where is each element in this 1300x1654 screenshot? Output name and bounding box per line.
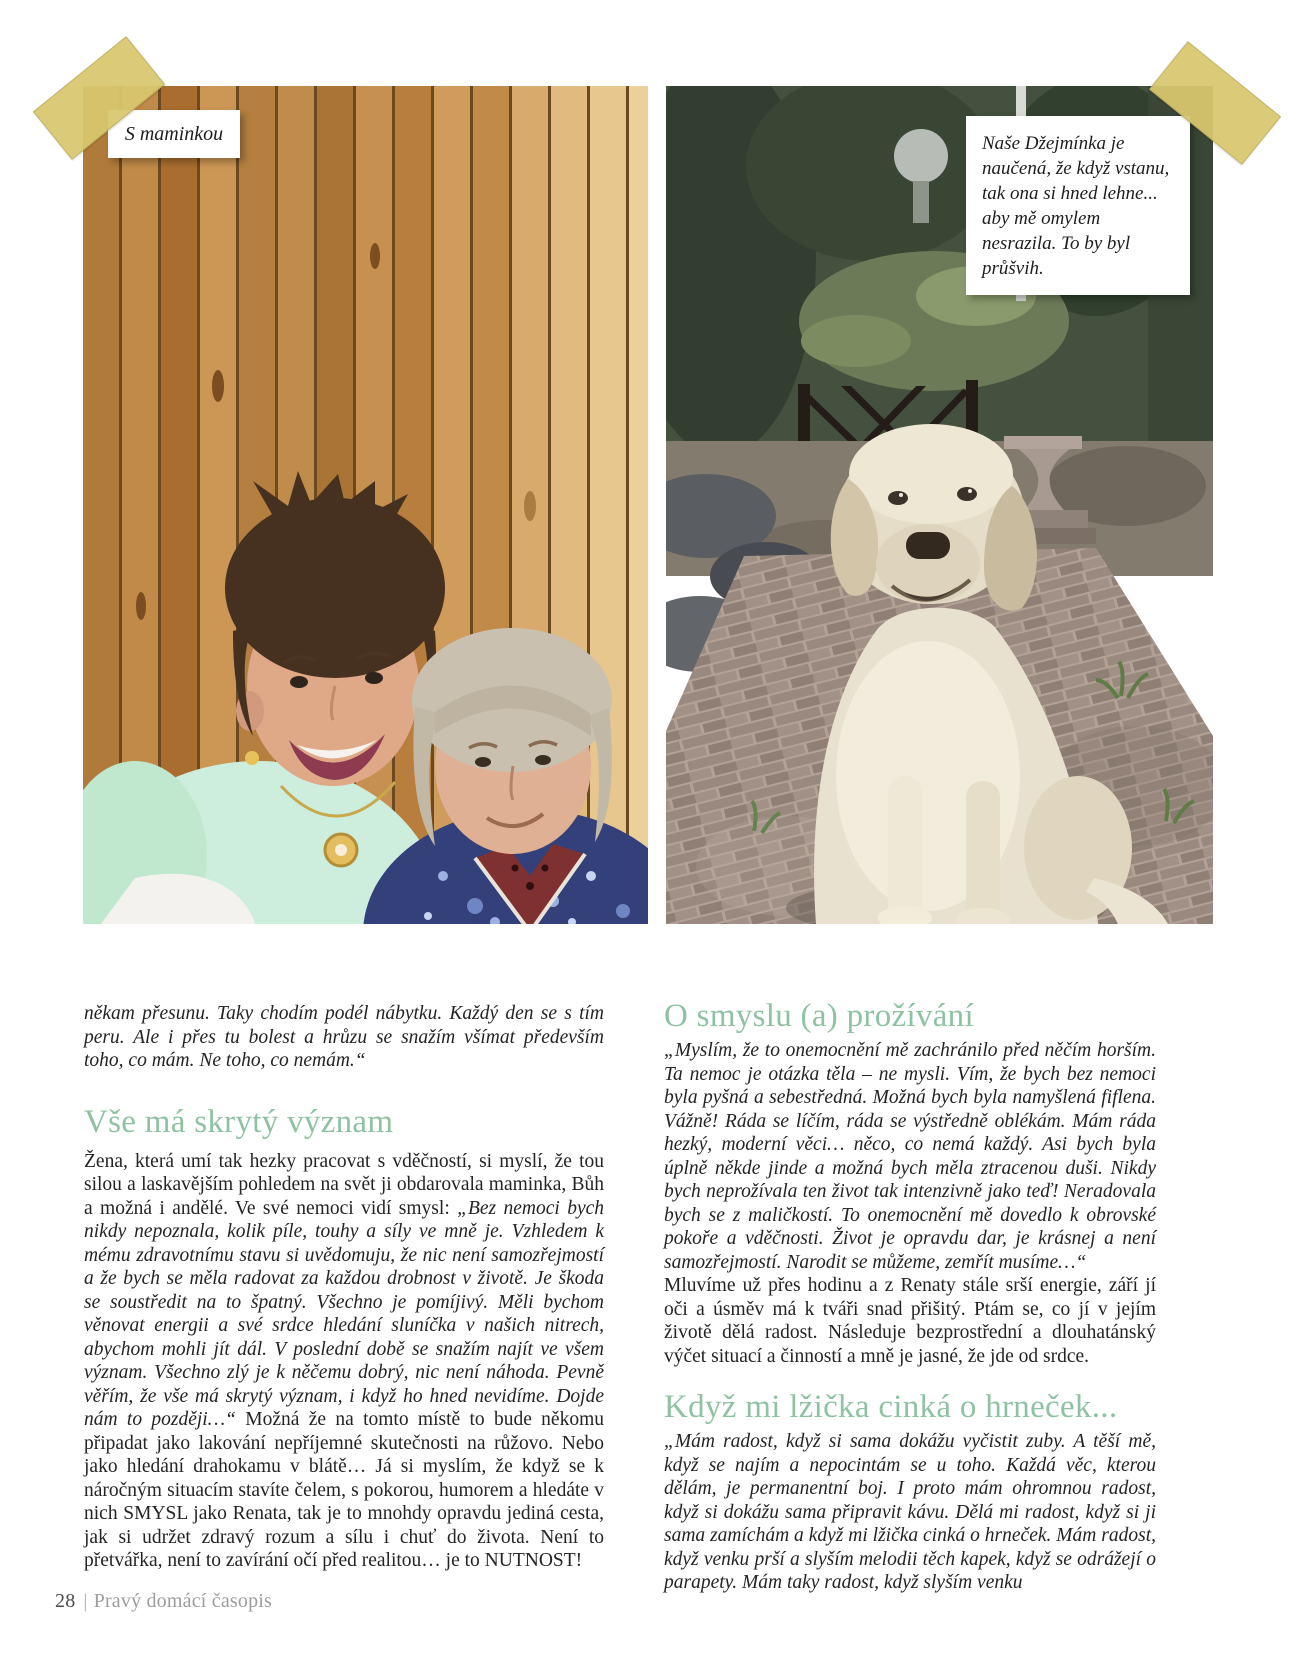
left-intro-quote: někam přesunu. Taky chodím podél nábytku. Každý den se s tím peru. Ale i přes tu bolest a hrůzu se snažím všímat především toho, co mám. Ne toho, co nemám.“ <box>84 1003 604 1071</box>
photo-caption-mother <box>108 110 240 158</box>
left-text-column <box>84 1002 604 1573</box>
photo-caption-dog-text: Naše Džejmínka je naučená, že když vstanu, tak ona si hned lehne... aby mě omylem nesrazila. To by byl průšvih. <box>982 133 1170 279</box>
left-body-after-quote: Možná že na tomto místě to bude někomu připadat jako lakování nepříjemné skutečnosti na růžovo. Nebo jako hledání drahokamu v blátě… Já si myslím, že když se k náročným situacím stavíte čelem, s pokorou, humorem a hledáte v nich SMYSL jako Renata, tak je to mnohdy opravdu jediná cesta, jak si udržet zdravý rozum a sílu i chuť do života. Není to přetvářka, není to zavírání očí před realitou… je to NUTNOST! <box>84 1409 605 1571</box>
magazine-name: Pravý domácí časopis <box>93 1590 273 1612</box>
right-section-heading-1: O smyslu (a) prožívání <box>664 998 974 1034</box>
left-body-quote: „Bez nemoci bych nikdy nepoznala, kolik píle, touhy a síly ve mně je. Vzhledem k mému zdravotnímu stavu si uvědomuju, že nic není samozřejmostí a že bych se měla radovat za každou drobnost v životě. Je škoda se soustředit na to špatný. Všechno je pomíjivý. Měli bychom věnovat energii a své srdce hledání sluníčka v našich nitrech, abychom mohli jít dál. V poslední době se snažím najít ve všem význam. Všechno zlý je k něčemu dobrý, nic není náhoda. Pevně věřím, že vše má skrytý význam, i když ho hned nevidíme. Dojde nám to později…“ <box>84 1197 605 1430</box>
photo-caption-dog <box>966 116 1190 295</box>
left-body-paragraph <box>84 1150 604 1573</box>
right-quote-paragraph-1: „Myslím, že to onemocnění mě zachránilo před něčím horším. Ta nemoc je otázka těla – ne mysli. Vím, že bych bez nemoci byla pyšná a sebestředná. Možná bych byla namyšlená fiflena. Vážně! Ráda se líčím, ráda se výstředně oblékám. Mám ráda hezký, moderní věci… něco, co nemá každý. Asi bych byla úplně někde jinde a možná bych měla ztracenou duši. Nikdy bych neprožívala ten život tak intenzivně jako teď! Neradovala bych se z maličkostí. To onemocnění mě dovedlo k obrovské pokoře a vděčnosti. Život je opravdu dar, je krásnej a není samozřejmostí. Narodit se můžeme, zemřít musíme…“ <box>664 1040 1156 1273</box>
photo-with-mother <box>83 86 648 924</box>
page-footer <box>55 1590 272 1613</box>
right-section-heading-2: Když mi lžička cinká o hrneček... <box>664 1389 1118 1425</box>
left-section-heading: Vše má skrytý význam <box>84 1103 394 1140</box>
right-quote-paragraph-2: „Mám radost, když si sama dokážu vyčistit zuby. A těší mě, když se najím a nepocintám se u toho. Každá věc, kterou dělám, je permanentní boj. I proto mám ohromnou radost, když si dokážu sama připravit kávu. Dělá mi radost, když si ji sama zamíchám a když mi lžička cinká o hrneček. Mám radost, když venku prší a slyším melodii těch kapek, když se odrážejí o parapety. Mám taky radost, když slyším venku <box>664 1431 1156 1593</box>
photo-with-mother-illustration <box>83 86 648 924</box>
right-narration-paragraph: Mluvíme už přes hodinu a z Renaty stále srší energie, září jí oči a úsměv má k tváři snad přišitý. Ptám se, co jí v jejím životě dělá radost. Následuje bezprostřední a dlouhatánský výčet situací a činností a mně je jasné, že jde od srdce. <box>664 1275 1156 1367</box>
page-number: 28 <box>55 1590 76 1612</box>
photo-caption-mother-text: S maminkou <box>124 123 224 145</box>
right-text-column <box>664 998 1156 1595</box>
footer-separator: | <box>83 1590 88 1612</box>
left-body-before-quote: Žena, která umí tak hezky pracovat s vděčností, si myslí, že tou silou a laskavějším pohledem na svět ji obdarovala maminka, Bůh a možná i andělé. Ve své nemoci vidí smysl: <box>84 1150 604 1219</box>
